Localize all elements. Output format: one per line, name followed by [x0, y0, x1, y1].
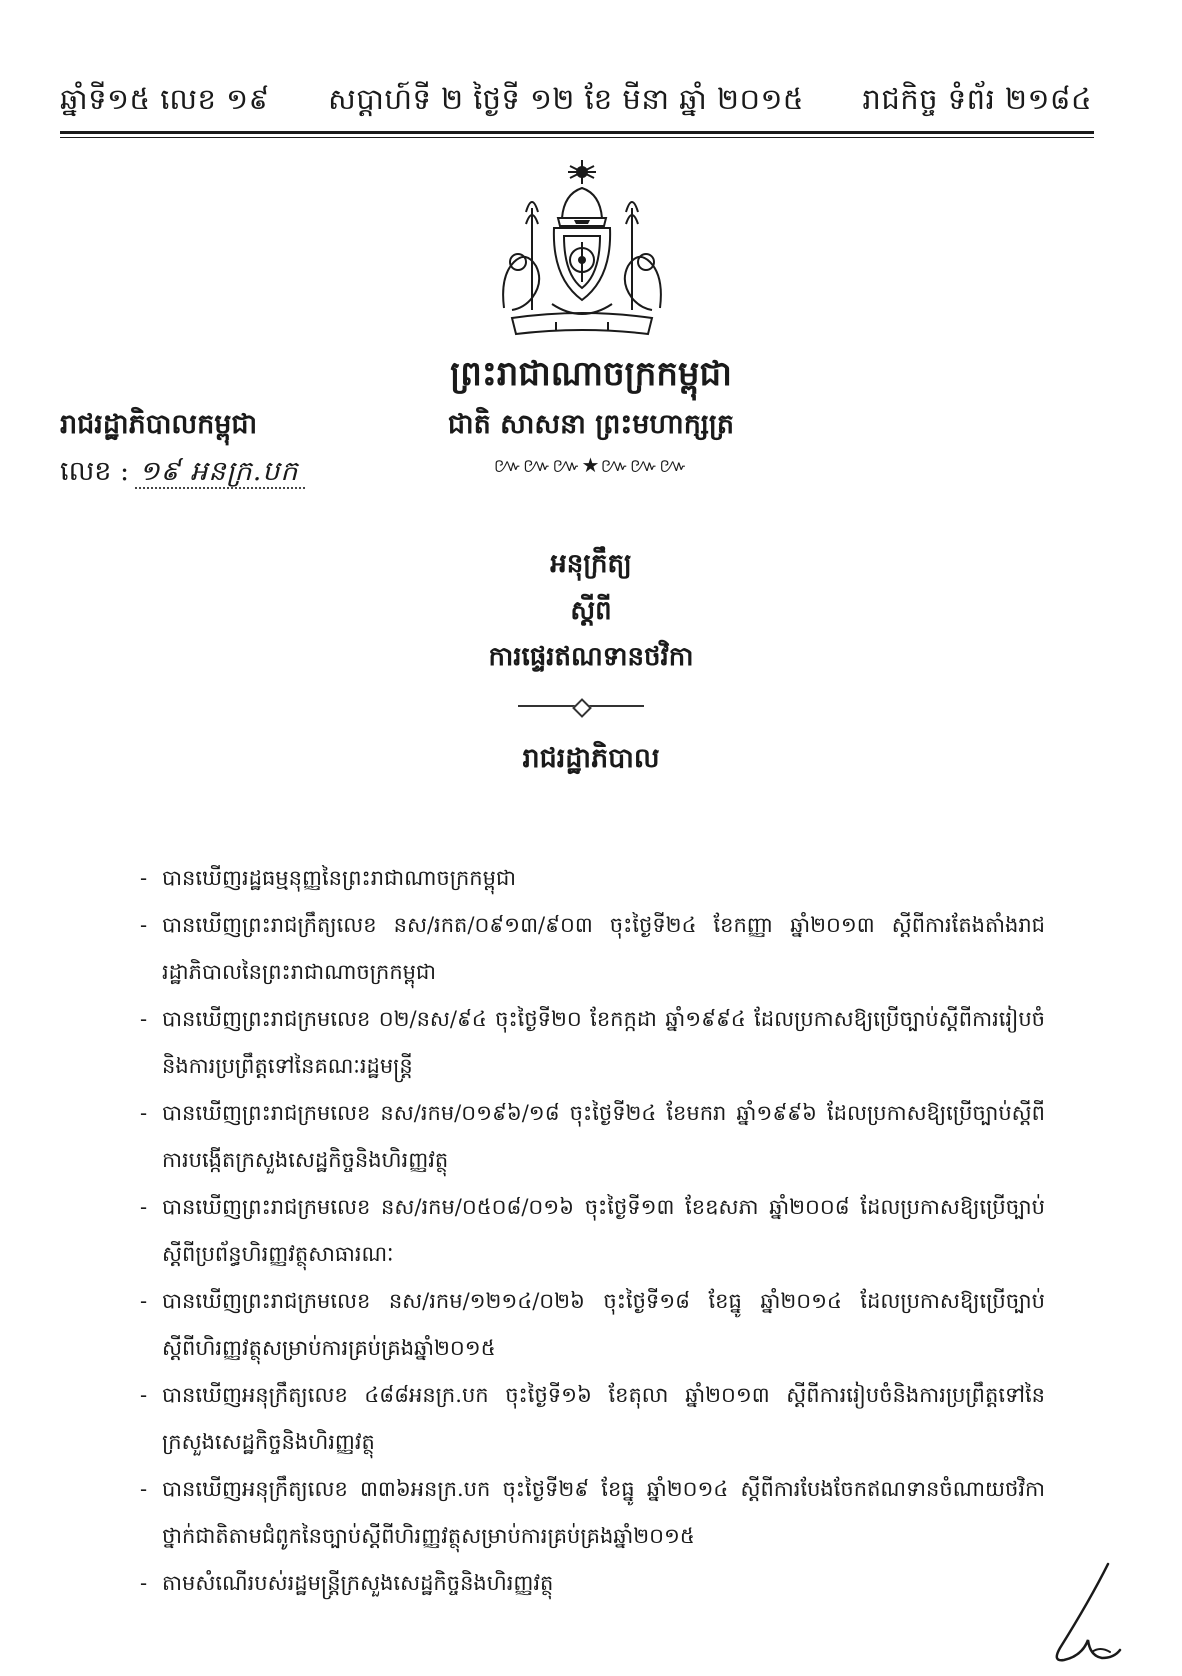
document-type: អនុក្រឹត្យ [550, 549, 632, 579]
clause-item: - តាមសំណើរបស់រដ្ឋមន្ត្រីក្រសួងសេដ្ឋកិច្ចនិងហិរញ្ញវត្ថុ [140, 1560, 1045, 1607]
document-subject: ការផ្ទេរឥណទានថវិកា [488, 642, 694, 672]
clause-item: - បានឃើញរដ្ឋធម្មនុញ្ញនៃព្រះរាជាណាចក្រកម្ពុជា [140, 855, 1045, 902]
preamble-clauses [140, 855, 1045, 1607]
title-divider [518, 704, 644, 708]
header-divider [60, 131, 1094, 134]
document-number-label: លេខ : [60, 456, 130, 487]
kingdom-name: ព្រះរាជាណាចក្រកម្ពុជា [450, 354, 732, 394]
clause-item: - បានឃើញព្រះរាជក្រមលេខ នស/រកម/០៥០៨/០១៦ ចុះថ្ងៃទី១៣ ខែឧសភា ឆ្នាំ២០០៨ ដែលប្រកាសឱ្យប្រើច្បាប់ស្តីពីប្រព័ន្ធហិរញ្ញវត្ថុសាធារណៈ [140, 1184, 1045, 1278]
document-number-value: ១៩ អនក្រ.បក [135, 456, 304, 489]
clause-item: - បានឃើញអនុក្រឹត្យលេខ ៤៨៨អនក្រ.បក ចុះថ្ងៃទី១៦ ខែតុលា ឆ្នាំ២០១៣ ស្តីពីការរៀបចំនិងការប្រព្រឹត្តទៅនៃក្រសួងសេដ្ឋកិច្ចនិងហិរញ្ញវត្ថុ [140, 1372, 1045, 1466]
gazette-page: រាជកិច្ច ទំព័រ ២១៨៤ [862, 82, 1092, 116]
royal-coat-of-arms-icon [492, 158, 672, 343]
gazette-year-number: ឆ្នាំទី១៥ លេខ ១៩ [60, 82, 270, 116]
government-name: រាជរដ្ឋាភិបាលកម្ពុជា [60, 409, 258, 440]
clause-item: - បានឃើញព្រះរាជក្រមលេខ នស/រកម/០១៩៦/១៨ ចុះថ្ងៃទី២៤ ខែមករា ឆ្នាំ១៩៩៦ ដែលប្រកាសឱ្យប្រើច្បាប់ស្តីពីការបង្កើតក្រសួងសេដ្ឋកិច្ចនិងហិរញ្ញវត្ថុ [140, 1090, 1045, 1184]
handwritten-signature-icon [1030, 1560, 1140, 1670]
clause-item: - បានឃើញព្រះរាជក្រមលេខ ០២/នស/៩៤ ចុះថ្ងៃទី២០ ខែកក្កដា ឆ្នាំ១៩៩៤ ដែលប្រកាសឱ្យប្រើច្បាប់ស្តីពីការរៀបចំនិងការប្រព្រឹត្តទៅនៃគណៈរដ្ឋមន្ត្រី [140, 996, 1045, 1090]
issuer-heading: រាជរដ្ឋាភិបាល [522, 743, 660, 774]
clause-item: - បានឃើញព្រះរាជក្រឹត្យលេខ នស/រកត/០៩១៣/៩០៣ ចុះថ្ងៃទី២៤ ខែកញ្ញា ឆ្នាំ២០១៣ ស្តីពីការតែងតាំងរាជរដ្ឋាភិបាលនៃព្រះរាជាណាចក្រកម្ពុជា [140, 902, 1045, 996]
motto-ornament: ៚៚៚★៚៚៚ [493, 453, 689, 477]
gazette-date: សប្តាហ៍ទី ២ ថ្ងៃទី ១២ ខែ មីនា ឆ្នាំ ២០១៥ [328, 82, 804, 116]
gazette-header [60, 82, 1092, 124]
clause-item: - បានឃើញអនុក្រឹត្យលេខ ៣៣៦អនក្រ.បក ចុះថ្ងៃទី២៩ ខែធ្នូ ឆ្នាំ២០១៤ ស្តីពីការបែងចែកឥណទានចំណាយថវិកាថ្នាក់ជាតិតាមជំពូកនៃច្បាប់ស្តីពីហិរញ្ញវត្ថុសម្រាប់ការគ្រប់គ្រងឆ្នាំ២០១៥ [140, 1466, 1045, 1560]
clause-item: - បានឃើញព្រះរាជក្រមលេខ នស/រកម/១២១៤/០២៦ ចុះថ្ងៃទី១៨ ខែធ្នូ ឆ្នាំ២០១៤ ដែលប្រកាសឱ្យប្រើច្បាប់ស្តីពីហិរញ្ញវត្ថុសម្រាប់ការគ្រប់គ្រងឆ្នាំ២០១៥ [140, 1278, 1045, 1372]
national-motto: ជាតិ សាសនា ព្រះមហាក្សត្រ [447, 409, 735, 440]
header-divider-thin [60, 137, 1094, 138]
document-about-label: ស្តីពី [570, 596, 612, 626]
